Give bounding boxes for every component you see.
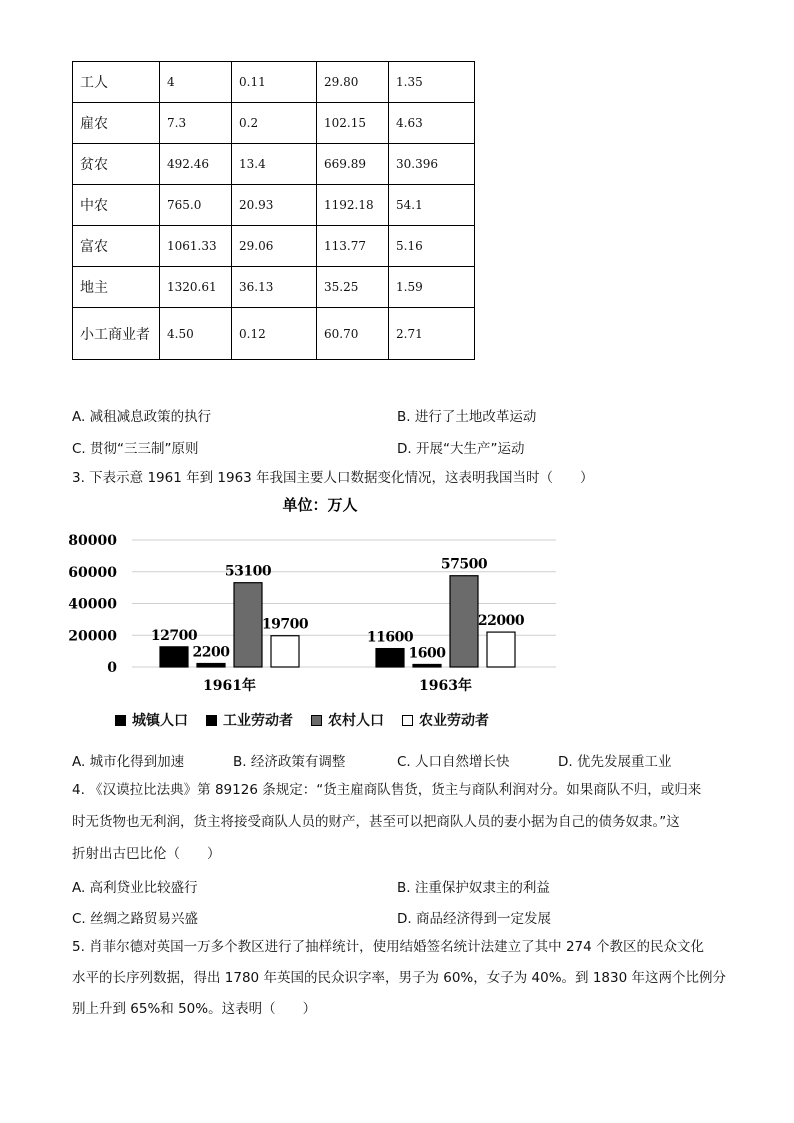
table-cell: 54.1 (389, 185, 475, 226)
table-cell: 113.77 (317, 226, 389, 267)
table-cell: 1.59 (389, 267, 475, 308)
chart-title: 单位：万人 (282, 496, 358, 514)
bar (271, 636, 299, 667)
q4-stem-line-2: 时无货物也无利润，货主将接受商队人员的财产，甚至可以把商队人员的妻小据为自己的债务奴隶。”这 (72, 814, 680, 830)
table-cell: 1192.18 (317, 185, 389, 226)
table-cell: 1061.33 (160, 226, 232, 267)
legend-label: 城镇人口 (132, 713, 188, 729)
q4-stem-line-3: 折射出古巴比伦（ ） (72, 846, 221, 862)
table-cell: 102.15 (317, 103, 389, 144)
y-tick-label: 80000 (68, 533, 117, 549)
table-cell: 2.71 (389, 308, 475, 360)
bar (487, 632, 515, 667)
q4-option-c[interactable]: C. 丝绸之路贸易兴盛 (72, 911, 199, 927)
population-bar-chart (60, 490, 580, 705)
legend-swatch (402, 715, 413, 726)
q2-option-d[interactable]: D. 开展“大生产”运动 (397, 441, 525, 457)
table-cell: 765.0 (160, 185, 232, 226)
legend-item (311, 710, 384, 730)
q3-option-a[interactable]: A. 城市化得到加速 (72, 754, 185, 770)
q4-option-d[interactable]: D. 商品经济得到一定发展 (397, 911, 551, 927)
q4-option-a[interactable]: A. 高利贷业比较盛行 (72, 880, 198, 896)
table-cell: 7.3 (160, 103, 232, 144)
table-cell: 4.50 (160, 308, 232, 360)
bar-value-label: 12700 (150, 627, 198, 644)
bar (234, 583, 262, 667)
bar-value-label: 22000 (477, 613, 525, 630)
q5-stem-line-3: 别上升到 65%和 50%。这表明（ ） (72, 1001, 317, 1017)
q5-stem-line-1: 5. 肖菲尔德对英国一万多个教区进行了抽样统计，使用结婚签名统计法建立了其中 274 个教区的民众文化 (72, 939, 705, 955)
bar (197, 664, 225, 667)
bar-value-label: 53100 (224, 563, 272, 580)
data-table (72, 61, 475, 360)
q3-option-b[interactable]: B. 经济政策有调整 (233, 754, 346, 770)
table-cell: 1.35 (389, 62, 475, 103)
table-row-label: 贫农 (73, 144, 160, 185)
table-row (73, 144, 475, 185)
table-row (73, 62, 475, 103)
table-cell: 1320.61 (160, 267, 232, 308)
legend-swatch (206, 715, 217, 726)
q2-option-a[interactable]: A. 减租减息政策的执行 (72, 409, 212, 425)
legend-item (206, 710, 293, 730)
table-cell: 60.70 (317, 308, 389, 360)
bar (160, 647, 188, 667)
table-row-label: 中农 (73, 185, 160, 226)
q3-option-c[interactable]: C. 人口自然增长快 (397, 754, 510, 770)
table-cell: 669.89 (317, 144, 389, 185)
bar (413, 664, 441, 667)
bar-value-label: 1600 (408, 645, 446, 662)
table-row-label: 小工商业者 (73, 308, 160, 360)
table-row (73, 103, 475, 144)
bar-value-label: 11600 (366, 629, 414, 646)
table-cell: 0.11 (232, 62, 317, 103)
q5-stem-line-2: 水平的长序列数据，得出 1780 年英国的民众识字率，男子为 60%，女子为 40%。到 1830 年这两个比例分 (72, 970, 726, 986)
bar (376, 649, 404, 667)
bar-value-label: 19700 (261, 616, 309, 633)
table-cell: 4.63 (389, 103, 475, 144)
table-cell: 4 (160, 62, 232, 103)
q3-option-d[interactable]: D. 优先发展重工业 (558, 754, 672, 770)
legend-swatch (115, 715, 126, 726)
legend-item (115, 710, 188, 730)
table-cell: 5.16 (389, 226, 475, 267)
y-tick-label: 60000 (68, 564, 117, 581)
table-cell: 29.06 (232, 226, 317, 267)
q3-stem: 3. 下表示意 1961 年到 1963 年我国主要人口数据变化情况，这表明我国当时（ ） (72, 470, 594, 486)
legend-label: 农业劳动者 (419, 713, 489, 729)
table-row-label: 雇农 (73, 103, 160, 144)
table-cell: 13.4 (232, 144, 317, 185)
table-row (73, 226, 475, 267)
x-category-label: 1963年 (419, 678, 472, 694)
y-tick-label: 0 (107, 660, 117, 676)
table-row-label: 工人 (73, 62, 160, 103)
y-tick-label: 40000 (68, 596, 117, 613)
x-category-label: 1961年 (203, 678, 256, 694)
table-cell: 36.13 (232, 267, 317, 308)
bar (450, 576, 478, 667)
table-cell: 20.93 (232, 185, 317, 226)
table-row (73, 267, 475, 308)
q2-option-c[interactable]: C. 贯彻“三三制”原则 (72, 441, 199, 457)
table-cell: 0.2 (232, 103, 317, 144)
legend-label: 工业劳动者 (223, 713, 293, 729)
y-tick-label: 20000 (68, 628, 117, 645)
chart-legend (115, 710, 489, 730)
table-cell: 29.80 (317, 62, 389, 103)
table-cell: 35.25 (317, 267, 389, 308)
table-row-label: 地主 (73, 267, 160, 308)
bar-value-label: 2200 (192, 644, 230, 661)
table-row-label: 富农 (73, 226, 160, 267)
table-row (73, 185, 475, 226)
legend-item (402, 710, 489, 730)
table-row (73, 308, 475, 360)
table-cell: 30.396 (389, 144, 475, 185)
bar-value-label: 57500 (440, 556, 488, 573)
q4-option-b[interactable]: B. 注重保护奴隶主的利益 (397, 880, 550, 896)
q2-option-b[interactable]: B. 进行了土地改革运动 (397, 409, 537, 425)
table-cell: 0.12 (232, 308, 317, 360)
legend-label: 农村人口 (328, 713, 384, 729)
legend-swatch (311, 715, 322, 726)
table-cell: 492.46 (160, 144, 232, 185)
q4-stem-line-1: 4. 《汉谟拉比法典》第 89126 条规定：“货主雇商队售货，货主与商队利润对分。如果商队不归，或归来 (72, 782, 702, 798)
